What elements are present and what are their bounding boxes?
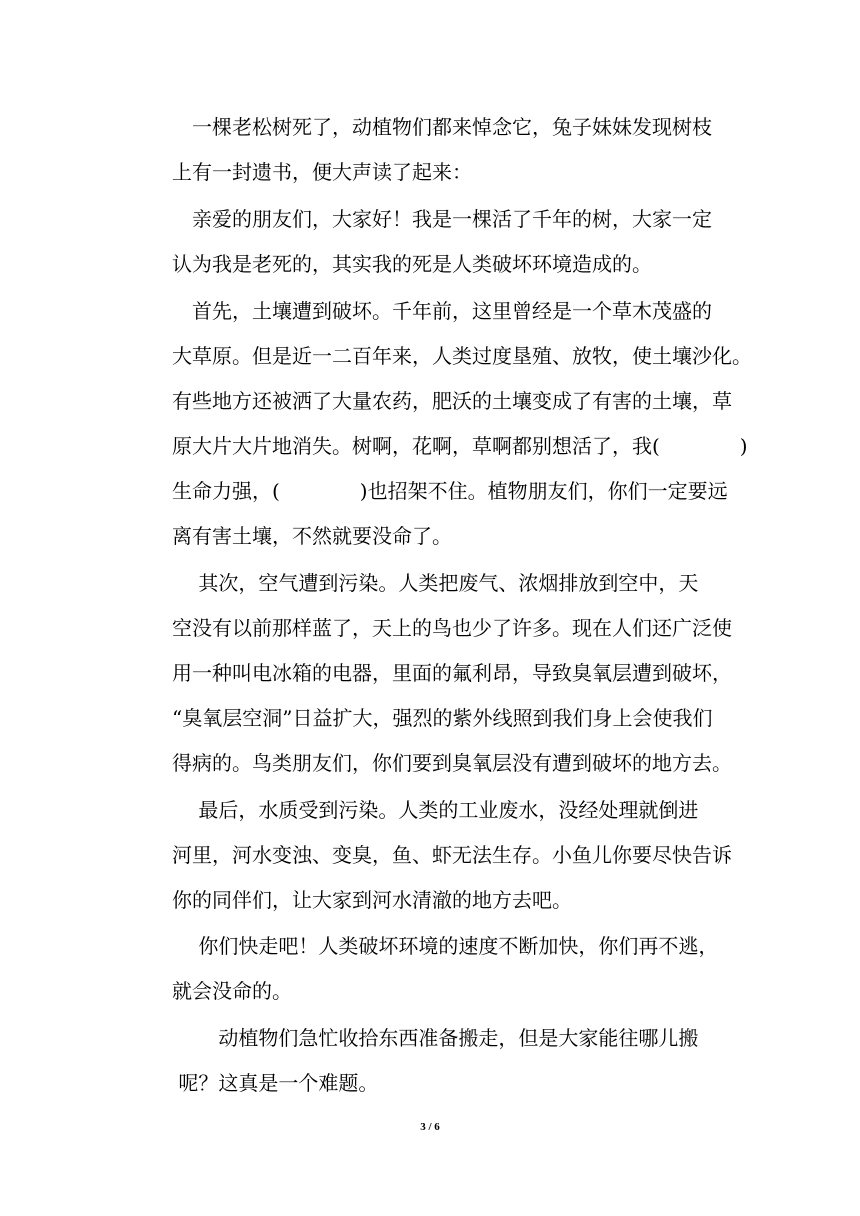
text-line: 你们快走吧！人类破坏环境的速度不断加快，你们再不逃， — [172, 934, 719, 958]
text-line: 有些地方还被洒了大量农药，肥沃的土壤变成了有害的土壤，草 — [172, 389, 732, 413]
text-line: 上有一封遗书，便大声读了起来： — [172, 160, 472, 184]
text-line: 一棵老松树死了，动植物们都来悼念它，兔子妹妹发现树枝 — [172, 115, 712, 139]
text-line: 认为我是老死的，其实我的死是人类破坏环境造成的。 — [172, 252, 652, 276]
text-line: 空没有以前那样蓝了，天上的鸟也少了许多。现在人们还广泛使 — [172, 616, 732, 640]
text-line: 其次，空气遭到污染。人类把废气、浓烟排放到空中，天 — [172, 571, 699, 595]
text-line: 原大片大片地消失。树啊，花啊，草啊都别想活了，我( ) — [172, 434, 748, 458]
text-line: 用一种叫电冰箱的电器，里面的氟利昂，导致臭氧层遭到破坏， — [172, 661, 732, 685]
text-line: 最后，水质受到污染。人类的工业废水，没经处理就倒进 — [172, 798, 699, 822]
text-line: 首先，土壤遭到破坏。千年前，这里曾经是一个草木茂盛的 — [172, 299, 712, 323]
text-line: 动植物们急忙收拾东西准备搬走，但是大家能往哪儿搬 — [172, 1026, 699, 1050]
text-line: 离有害土壤，不然就要没命了。 — [172, 524, 452, 548]
text-line: 亲爱的朋友们，大家好！我是一棵活了千年的树，大家一定 — [172, 207, 712, 231]
text-line: 河里，河水变浊、变臭，鱼、虾无法生存。小鱼儿你要尽快告诉 — [172, 843, 732, 867]
text-line: “臭氧层空洞”日益扩大，强烈的紫外线照到我们身上会使我们 — [172, 706, 713, 730]
text-line: 呢？这真是一个难题。 — [172, 1071, 379, 1095]
page-number: 3 / 6 — [420, 1121, 440, 1133]
text-line: 大草原。但是近一二百年来，人类过度垦殖、放牧，使土壤沙化。 — [172, 344, 752, 368]
text-line: 得病的。鸟类朋友们，你们要到臭氧层没有遭到破坏的地方去。 — [172, 751, 732, 775]
text-line: 就会没命的。 — [172, 979, 292, 1003]
text-line: 生命力强，( )也招架不住。植物朋友们，你们一定要远 — [172, 479, 728, 503]
text-line: 你的同伴们，让大家到河水清澈的地方去吧。 — [172, 888, 572, 912]
